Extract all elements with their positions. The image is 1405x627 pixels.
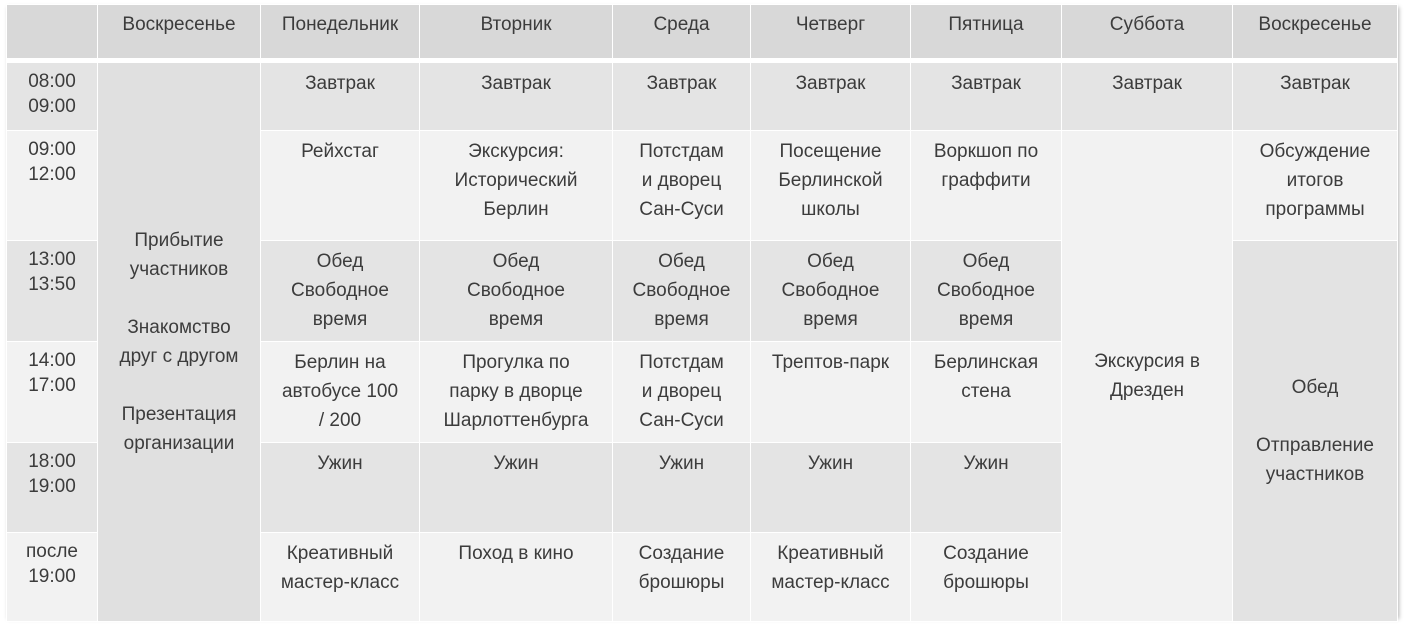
time-cell: 08:00 09:00 — [7, 61, 98, 131]
activity-cell: Потстдам и дворец Сан-Суси — [613, 342, 751, 443]
time-cell: 09:00 12:00 — [7, 131, 98, 241]
activity-cell: Создание брошюры — [911, 533, 1062, 622]
sunday-end-cell: Обед Отправление участников — [1233, 241, 1398, 622]
header-day: Воскресенье — [98, 5, 261, 61]
activity-cell: Прогулка по парку в дворце Шарлоттенбурга — [420, 342, 613, 443]
activity-cell: Ужин — [751, 443, 911, 533]
activity-cell: Ужин — [613, 443, 751, 533]
activity-cell: Завтрак — [261, 61, 420, 131]
sunday-discussion-cell: Обсуждение итогов программы — [1233, 131, 1398, 241]
time-cell: 14:00 17:00 — [7, 342, 98, 443]
activity-cell: Ужин — [911, 443, 1062, 533]
activity-cell: Завтрак — [420, 61, 613, 131]
activity-cell: Завтрак — [613, 61, 751, 131]
activity-cell: Воркшоп по граффити — [911, 131, 1062, 241]
activity-cell: Создание брошюры — [613, 533, 751, 622]
schedule-table — [6, 4, 1398, 622]
schedule-row — [7, 61, 1398, 131]
header-day: Вторник — [420, 5, 613, 61]
activity-cell: Завтрак — [751, 61, 911, 131]
activity-cell: Берлинская стена — [911, 342, 1062, 443]
sunday-first-cell: Прибытие участников Знакомство друг с другом Презентация организации — [98, 61, 261, 622]
header-day: Понедельник — [261, 5, 420, 61]
activity-cell: Обед Свободное время — [613, 241, 751, 342]
activity-cell: Трептов-парк — [751, 342, 911, 443]
activity-cell: Обед Свободное время — [420, 241, 613, 342]
activity-cell: Обед Свободное время — [911, 241, 1062, 342]
activity-cell: Креативный мастер-класс — [261, 533, 420, 622]
header-day: Среда — [613, 5, 751, 61]
activity-cell: Обед Свободное время — [261, 241, 420, 342]
activity-cell: Поход в кино — [420, 533, 613, 622]
activity-cell: Ужин — [261, 443, 420, 533]
activity-cell: Завтрак — [911, 61, 1062, 131]
activity-cell: Рейхстаг — [261, 131, 420, 241]
time-cell: 18:00 19:00 — [7, 443, 98, 533]
activity-cell: Ужин — [420, 443, 613, 533]
activity-cell: Экскурсия: Исторический Берлин — [420, 131, 613, 241]
activity-cell: Берлин на автобусе 100 / 200 — [261, 342, 420, 443]
time-cell: после 19:00 — [7, 533, 98, 622]
saturday-trip-cell: Экскурсия в Дрезден — [1062, 131, 1233, 622]
header-day: Воскресенье — [1233, 5, 1398, 61]
saturday-breakfast-cell: Завтрак — [1062, 61, 1233, 131]
header-day: Пятница — [911, 5, 1062, 61]
header-day: Четверг — [751, 5, 911, 61]
header-day: Суббота — [1062, 5, 1233, 61]
header-corner — [7, 5, 98, 61]
time-cell: 13:00 13:50 — [7, 241, 98, 342]
sunday-breakfast-cell: Завтрак — [1233, 61, 1398, 131]
header-row — [7, 5, 1398, 61]
activity-cell: Потстдам и дворец Сан-Суси — [613, 131, 751, 241]
activity-cell: Креативный мастер-класс — [751, 533, 911, 622]
activity-cell: Посещение Берлинской школы — [751, 131, 911, 241]
activity-cell: Обед Свободное время — [751, 241, 911, 342]
